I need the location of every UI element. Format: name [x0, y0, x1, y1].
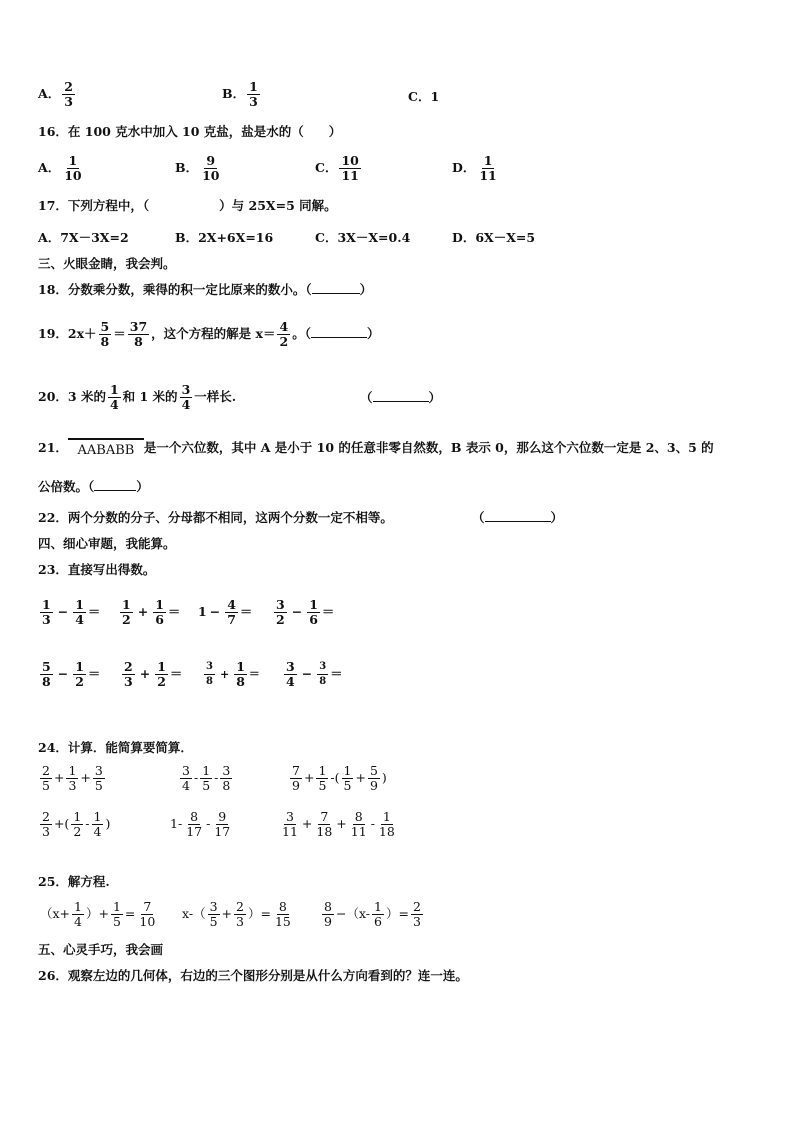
q16-option-a — [38, 154, 86, 183]
text-segment: （ — [472, 510, 485, 525]
text-segment: ＝ — [248, 667, 260, 681]
denominator: 6 — [309, 612, 318, 627]
numerator: 3 — [182, 763, 190, 778]
numerator: 9 — [206, 153, 216, 168]
numerator: 1 — [382, 809, 391, 824]
denominator: 3 — [412, 914, 421, 929]
fraction — [111, 900, 123, 929]
q15-option-c: C．1 — [408, 89, 440, 104]
numerator: 1 — [202, 763, 211, 778]
text-segment: D． — [452, 160, 476, 175]
fraction — [284, 660, 297, 689]
text-segment: B． — [222, 86, 246, 101]
denominator: 5 — [343, 778, 352, 793]
fraction — [73, 660, 86, 689]
answer-blank[interactable] — [485, 521, 551, 522]
answer-blank[interactable] — [311, 337, 367, 338]
numerator: 1 — [73, 809, 82, 824]
fraction — [349, 810, 369, 839]
numerator: 1 — [343, 763, 352, 778]
text-segment: ） — [359, 282, 373, 297]
text-segment: ）= — [247, 906, 271, 921]
text-segment: ＝ — [169, 666, 183, 681]
text-segment: ）+ — [85, 906, 109, 921]
denominator: 11 — [350, 824, 367, 839]
denominator: 8 — [222, 778, 231, 793]
text-segment: （ — [360, 390, 373, 405]
fraction — [122, 660, 135, 689]
fraction — [180, 383, 193, 412]
text-segment: ＝ — [321, 604, 335, 619]
denominator: 6 — [374, 914, 382, 929]
numerator: 5 — [100, 319, 110, 334]
text-segment: − — [57, 604, 69, 619]
fraction — [62, 80, 75, 109]
denominator: 9 — [369, 778, 378, 793]
fraction — [66, 764, 78, 793]
numerator: 3 — [286, 659, 295, 674]
fraction — [234, 660, 247, 689]
text-segment: ＝ — [330, 666, 343, 681]
denominator: 2 — [73, 824, 82, 839]
denominator: 2 — [276, 612, 285, 627]
q16-option-d — [452, 154, 501, 183]
numerator: 3 — [276, 597, 285, 612]
numerator: 1 — [42, 597, 51, 612]
text-segment: -( — [330, 770, 340, 785]
q25-eq-2 — [182, 900, 295, 929]
denominator: 11 — [341, 168, 359, 183]
text-segment: ）= — [385, 906, 409, 921]
denominator: 7 — [227, 612, 236, 627]
denominator: 5 — [112, 914, 121, 929]
denominator: 9 — [292, 778, 300, 793]
fraction — [137, 900, 157, 929]
numerator: 2 — [124, 659, 133, 674]
fraction — [477, 154, 498, 183]
q23-item — [120, 660, 182, 689]
section-heading-3: 三、火眼金睛，我会判。 — [38, 256, 176, 271]
denominator: 10 — [64, 168, 82, 183]
fraction — [314, 810, 334, 839]
numerator: 9 — [218, 809, 227, 824]
q16-option-c — [315, 154, 363, 183]
denominator: 4 — [75, 612, 84, 627]
q15-option-b — [222, 80, 262, 109]
denominator: 2 — [157, 674, 166, 689]
text-segment: + — [137, 604, 149, 619]
denominator: 4 — [74, 914, 82, 929]
answer-blank[interactable] — [312, 293, 360, 294]
numerator: 1 — [93, 809, 102, 824]
numerator: 1 — [249, 79, 258, 94]
answer-blank[interactable] — [373, 401, 429, 402]
denominator: 8 — [42, 674, 51, 689]
denominator: 3 — [42, 612, 51, 627]
text-segment: （x+ — [40, 906, 71, 921]
denominator: 8 — [134, 334, 143, 349]
numerator: 4 — [279, 319, 289, 334]
fraction — [73, 598, 86, 627]
fraction — [40, 764, 52, 793]
text-segment: ） — [136, 479, 149, 494]
numerator: 2 — [42, 763, 50, 778]
fraction — [99, 320, 112, 349]
denominator: 9 — [324, 914, 332, 929]
text-segment: ） — [550, 510, 564, 525]
numerator: 7 — [292, 763, 300, 778]
fraction — [184, 810, 204, 839]
q24-expr-4 — [38, 810, 110, 839]
text-segment: + — [139, 666, 151, 681]
numerator: 3 — [181, 382, 191, 397]
denominator: 8 — [236, 674, 245, 689]
numerator: 3 — [94, 763, 103, 778]
fraction — [339, 154, 360, 183]
q23-item — [118, 598, 180, 627]
fraction — [247, 80, 260, 109]
numerator: 3 — [222, 763, 231, 778]
text-segment: 一样长. — [194, 389, 237, 404]
fraction — [120, 598, 133, 627]
text-segment: ，这个方程的解是 x＝ — [151, 326, 276, 341]
text-segment: = — [124, 906, 136, 921]
q24-expr-3 — [288, 764, 387, 793]
fraction — [153, 598, 166, 627]
q20-answer — [360, 390, 441, 406]
denominator: 3 — [68, 778, 77, 793]
fraction — [92, 810, 104, 839]
text-segment: ＝ — [87, 666, 101, 681]
section-heading-4: 四、细心审题，我能算。 — [38, 536, 176, 551]
denominator: 5 — [94, 778, 103, 793]
text-segment: ) — [105, 816, 111, 831]
fraction — [62, 154, 83, 183]
fraction — [307, 598, 320, 627]
q22-answer — [472, 510, 563, 526]
denominator: 5 — [318, 778, 327, 793]
section-heading-5: 五、心灵手巧，我会画 — [38, 942, 164, 957]
denominator: 2 — [279, 334, 289, 349]
text-segment: ) — [381, 770, 387, 785]
numerator: 1 — [122, 597, 131, 612]
text-segment: 。（ — [292, 326, 311, 341]
q22: 22．两个分数的分子、分母都不相同，这两个分数一定不相等。 — [38, 510, 393, 525]
q24-expr-6 — [278, 810, 399, 839]
text-segment: ） — [366, 326, 380, 341]
text-segment: − — [209, 604, 221, 619]
denominator: 3 — [236, 914, 244, 929]
fraction — [180, 764, 192, 793]
text-segment: - — [370, 816, 375, 831]
denominator: 8 — [206, 676, 213, 687]
numerator: 8 — [190, 809, 199, 824]
numerator: 1 — [68, 763, 77, 778]
q23-stem: 23．直接写出得数。 — [38, 562, 156, 577]
fraction — [71, 810, 83, 839]
numerator: 4 — [227, 597, 236, 612]
fraction — [225, 598, 238, 627]
text-segment: ） — [428, 390, 442, 405]
text-segment: 1 — [198, 604, 207, 619]
denominator: 10 — [139, 914, 156, 929]
fraction — [234, 900, 246, 929]
numerator: 8 — [354, 809, 363, 824]
text-segment: A． — [38, 86, 61, 101]
text-segment: B． — [175, 160, 199, 175]
fraction — [277, 320, 290, 349]
text-segment: ＝ — [239, 604, 253, 619]
denominator: 2 — [122, 612, 131, 627]
text-segment: A． — [38, 160, 61, 175]
q23-item — [38, 598, 100, 627]
numerator: 1 — [75, 659, 84, 674]
text-segment: 1- — [170, 816, 183, 831]
fraction — [342, 764, 354, 793]
text-segment: − — [301, 666, 313, 681]
denominator: 8 — [100, 334, 110, 349]
fraction — [280, 810, 300, 839]
q25-eq-3 — [320, 900, 425, 929]
numerator: 3 — [285, 809, 294, 824]
denominator: 11 — [282, 824, 298, 839]
fraction — [274, 598, 287, 627]
q25-eq-1 — [40, 900, 159, 929]
numerator: 1 — [236, 659, 245, 674]
fraction — [128, 320, 149, 349]
q17-option-b: B．2X+6X=16 — [175, 230, 274, 245]
text-segment: + — [303, 770, 315, 785]
fraction — [200, 154, 221, 183]
numerator: 3 — [317, 660, 328, 675]
fraction — [200, 764, 212, 793]
q21-line2 — [38, 479, 149, 495]
text-segment: 是一个六位数，其中 A 是小于 10 的任意非零自然数，B 表示 0，那么这个六位数一定是 2、3、5 的 — [143, 440, 714, 455]
text-segment: + — [301, 816, 313, 831]
denominator: 5 — [202, 778, 211, 793]
q20 — [38, 383, 236, 412]
text-segment: + — [219, 667, 230, 681]
fraction — [40, 598, 53, 627]
text-segment: - — [206, 816, 211, 831]
numerator: 1 — [155, 597, 164, 612]
text-segment: - — [85, 816, 90, 831]
fraction — [372, 900, 384, 929]
fraction — [40, 810, 52, 839]
fraction — [40, 660, 53, 689]
text-segment: （x- — [346, 906, 370, 921]
numerator: 1 — [374, 899, 382, 914]
fraction — [72, 900, 84, 929]
text-segment: − — [291, 604, 303, 619]
denominator: 6 — [155, 612, 164, 627]
denominator: 8 — [319, 676, 327, 687]
q23-item — [202, 660, 260, 689]
fraction — [411, 900, 423, 929]
numerator: 2 — [42, 809, 50, 824]
q26: 26．观察左边的几何体，右边的三个图形分别是从什么方向看到的？连一连。 — [38, 968, 468, 983]
numerator: 1 — [318, 763, 327, 778]
q15-options — [38, 80, 77, 109]
denominator: 5 — [209, 914, 218, 929]
numerator: 5 — [369, 763, 378, 778]
q19 — [38, 320, 379, 349]
q21-line1 — [38, 438, 714, 459]
numerator: 2 — [412, 899, 421, 914]
numerator: 2 — [64, 79, 73, 94]
q24-expr-2 — [178, 764, 234, 793]
answer-blank[interactable] — [94, 490, 136, 491]
numerator: 37 — [129, 319, 148, 334]
text-segment: ）与 25X=5 同解。 — [219, 198, 337, 213]
text-segment: x- — [182, 906, 194, 921]
q17-option-a: A．7X－3X=2 — [38, 230, 129, 245]
numerator: 8 — [324, 899, 332, 914]
text-segment: 公倍数。（ — [38, 479, 95, 494]
q16-option-b — [175, 154, 223, 183]
denominator: 10 — [202, 168, 220, 183]
q23-item — [282, 660, 343, 689]
fraction — [317, 660, 328, 689]
text-segment: 和 1 米的 — [122, 389, 178, 404]
numerator: 7 — [320, 809, 329, 824]
denominator: 17 — [214, 824, 231, 839]
numerator: 1 — [309, 597, 318, 612]
numerator: 1 — [75, 597, 84, 612]
fraction — [155, 660, 168, 689]
denominator: 3 — [64, 94, 73, 109]
text-segment: ＝ — [167, 604, 181, 619]
fraction — [322, 900, 334, 929]
fraction — [212, 810, 232, 839]
text-segment: 19．2x＋ — [38, 326, 97, 341]
numerator: 1 — [74, 899, 82, 914]
q16-stem: 16．在 100 克水中加入 10 克盐，盐是水的（ ） — [38, 124, 342, 139]
denominator: 11 — [479, 168, 497, 183]
denominator: 4 — [181, 397, 191, 412]
denominator: 2 — [75, 674, 84, 689]
fraction — [290, 764, 302, 793]
text-segment: 20．3 米的 — [38, 389, 106, 404]
text-segment: 18．分数乘分数，乘得的积一定比原来的数小。（ — [38, 282, 312, 297]
text-segment: + — [53, 770, 65, 785]
denominator: 4 — [93, 824, 102, 839]
text-segment: （ — [193, 906, 206, 921]
denominator: 18 — [378, 824, 395, 839]
q24-expr-1 — [38, 764, 107, 793]
text-segment: +( — [53, 816, 70, 831]
text-segment: + — [336, 816, 347, 831]
text-segment: ＝ — [87, 604, 101, 619]
numerator: 5 — [42, 659, 51, 674]
q17-stem — [38, 198, 337, 214]
text-segment: − — [335, 906, 347, 921]
denominator: 18 — [316, 824, 333, 839]
fraction — [208, 900, 220, 929]
numerator: 1 — [109, 382, 119, 397]
text-segment: 17．下列方程中，（ — [38, 198, 150, 213]
q23-item — [198, 598, 252, 627]
fraction — [273, 900, 293, 929]
fraction — [220, 764, 232, 793]
fraction — [377, 810, 397, 839]
numerator: 1 — [68, 153, 78, 168]
q17-option-d: D．6X－X=5 — [452, 230, 536, 245]
fraction — [316, 764, 328, 793]
numerator: 1 — [157, 659, 166, 674]
fraction — [204, 660, 215, 689]
q17-option-c: C．3X－X=0.4 — [315, 230, 411, 245]
denominator: 15 — [274, 914, 291, 929]
text-segment: - — [214, 770, 219, 785]
denominator: 3 — [124, 674, 133, 689]
numerator: 3 — [204, 660, 215, 675]
numerator: 8 — [278, 899, 287, 914]
numerator: 3 — [209, 899, 218, 914]
numerator: 1 — [483, 153, 493, 168]
text-segment: + — [355, 770, 366, 785]
q23-item — [38, 660, 100, 689]
denominator: 5 — [42, 778, 50, 793]
q18 — [38, 282, 372, 298]
text-segment: C． — [315, 160, 338, 175]
denominator: 3 — [42, 824, 50, 839]
text-segment: + — [80, 770, 91, 785]
q24-stem: 24．计算．能简算要简算． — [38, 740, 193, 755]
text-segment: + — [221, 906, 233, 921]
denominator: 3 — [249, 94, 258, 109]
text-segment: 21． — [38, 440, 68, 455]
q25-stem: 25．解方程. — [38, 874, 110, 889]
numerator: 7 — [143, 899, 152, 914]
numerator: 10 — [341, 153, 359, 168]
text-segment: - — [193, 770, 199, 785]
numerator: 2 — [236, 899, 244, 914]
fraction — [108, 383, 121, 412]
q23-item — [272, 598, 334, 627]
text-segment: − — [57, 666, 69, 681]
fraction — [93, 764, 105, 793]
denominator: 4 — [286, 674, 295, 689]
denominator: 4 — [109, 397, 119, 412]
text-segment: ＝ — [113, 326, 126, 341]
denominator: 17 — [186, 824, 203, 839]
numerator: 1 — [112, 899, 121, 914]
denominator: 4 — [182, 778, 190, 793]
overlined-number: AABABB — [68, 438, 144, 459]
q24-expr-5 — [170, 810, 234, 839]
fraction — [368, 764, 380, 793]
